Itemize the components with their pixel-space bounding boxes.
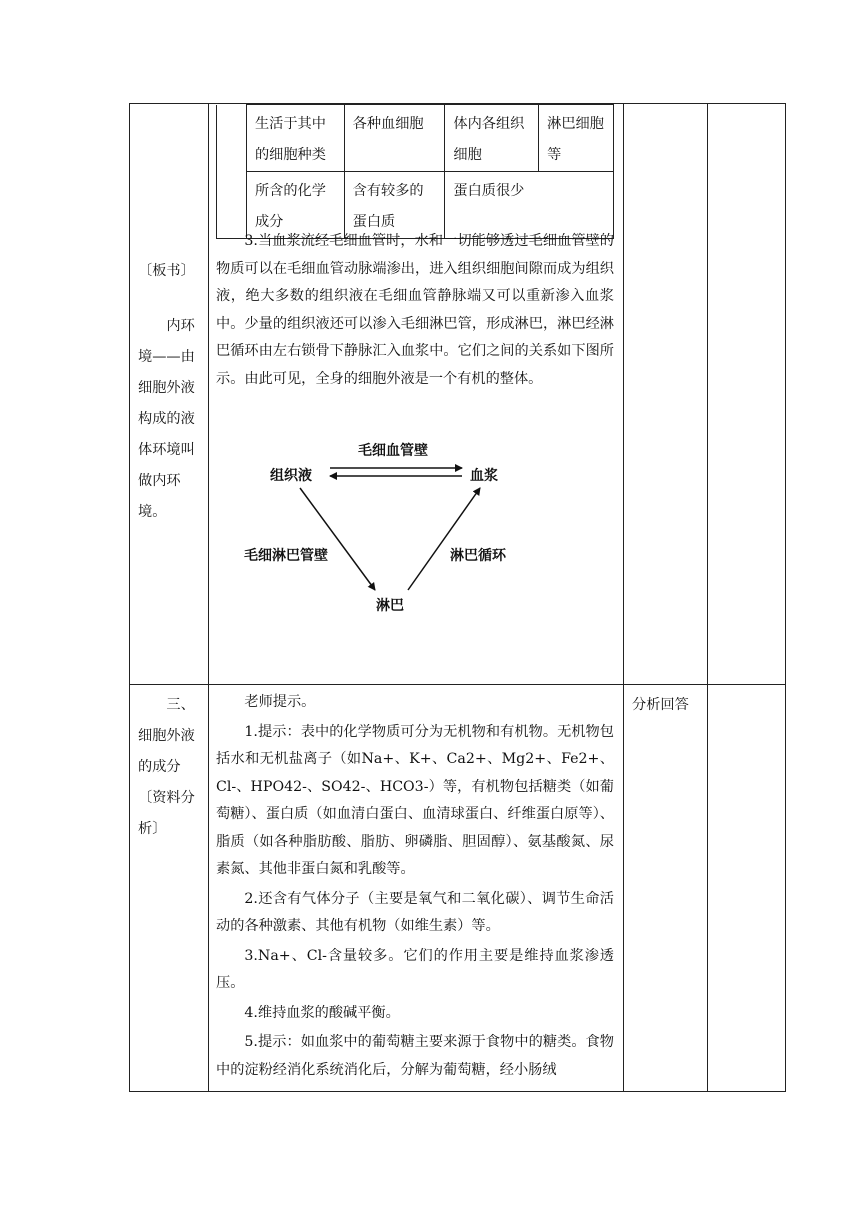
section1-paragraph: [216, 228, 614, 393]
section2-left-line: 的成分: [138, 759, 181, 775]
section2-left-heading: [138, 690, 204, 845]
paragraph-4: 4.维持血浆的酸碱平衡。: [244, 1004, 400, 1021]
section1-left-body: 内环境——由细胞外液构成的液体环境叫做内环境。: [138, 318, 195, 520]
table-row-divider: [129, 684, 785, 685]
paragraph-2: 2.还含有气体分子（主要是氧气和二氧化碳）、调节生命活动的各种激素、其他有机物（如维生素）等。: [216, 890, 614, 934]
paragraph-3: 3.当血浆流经毛细血管时，水和一切能够透过毛细血管壁的物质可以在毛细血管动脉端渗出，进入组织细胞间隙而成为组织液，绝大多数的组织液在毛细血管静脉端又可以重新渗入血浆中。少量的组织液还可以渗入毛细淋巴管，形成淋巴，淋巴经淋巴循环由左右锁骨下静脉汇入血浆中。它们之间的关系如下图所示。由此可见，全身的细胞外液是一个有机的整体。: [216, 233, 614, 387]
table-cell: 体内各组织细胞: [445, 105, 539, 172]
paragraph-5: 5.提示：如血浆中的葡萄糖主要来源于食物中的糖类。食物中的淀粉经消化系统消化后，分解为葡萄糖，经小肠绒: [216, 1034, 614, 1078]
table-col-divider-3: [707, 103, 708, 1092]
paragraph-1: 1.提示：表中的化学物质可分为无机物和有机物。无机物包括水和无机盐离子（如Na+、K+、Ca2+、Mg2+、Fe2+、Cl-、HPO42-、SO42-、HCO3-）等，有机物包括糖类（如葡萄糖）、蛋白质（如血清白蛋白、血清球蛋白、纤维蛋白原等）、脂质（如各种脂肪酸、脂肪、卵磷脂、胆固醇）、氨基酸氮、尿素氮、其他非蛋白氮和乳酸等。: [216, 723, 614, 877]
arrow-tissue-to-lymph: [300, 488, 375, 590]
table-border-bottom: [129, 1091, 785, 1092]
table-col-divider-1: [208, 103, 209, 1092]
table-cell: 含有较多的蛋白质: [344, 172, 445, 239]
section2-content: [216, 689, 614, 1084]
section2-left-line: 三、: [166, 697, 195, 713]
fluid-relationship-diagram: [240, 430, 560, 620]
table-cell: 淋巴细胞等: [539, 105, 614, 172]
paragraph-intro: 老师提示。: [244, 694, 316, 710]
table-cell: 生活于其中的细胞种类: [246, 105, 344, 172]
arrow-lymph-to-plasma: [408, 488, 480, 590]
section1-left-label: 〔板书〕: [138, 263, 195, 279]
node-tissue-fluid: 组织液: [270, 468, 312, 484]
edge-label-lymph-capillary-wall: 毛细淋巴管壁: [244, 548, 328, 564]
edge-label-capillary-wall: 毛细血管壁: [358, 443, 428, 459]
table-cell: 各种血细胞: [344, 105, 445, 172]
table-border-left: [129, 103, 130, 1092]
section2-left-line: 细胞外液: [138, 728, 195, 744]
section2-activity-label: 分析回答: [632, 697, 689, 713]
edge-label-lymph-circulation: 淋巴循环: [450, 548, 506, 564]
section2-left-line: 析〕: [138, 821, 167, 837]
section2-left-line: 〔资料分: [138, 790, 195, 806]
node-lymph: 淋巴: [376, 598, 404, 614]
table-col-divider-2: [623, 103, 624, 1092]
table-border-right: [785, 103, 786, 1092]
table-cell-blank: [217, 105, 247, 239]
fluid-comparison-table: [216, 104, 614, 239]
node-plasma: 血浆: [470, 468, 498, 484]
table-cell: 所含的化学成分: [246, 172, 344, 239]
table-cell: 蛋白质很少: [445, 172, 614, 239]
paragraph-3: 3.Na+、Cl-含量较多。它们的作用主要是维持血浆渗透压。: [216, 947, 614, 991]
